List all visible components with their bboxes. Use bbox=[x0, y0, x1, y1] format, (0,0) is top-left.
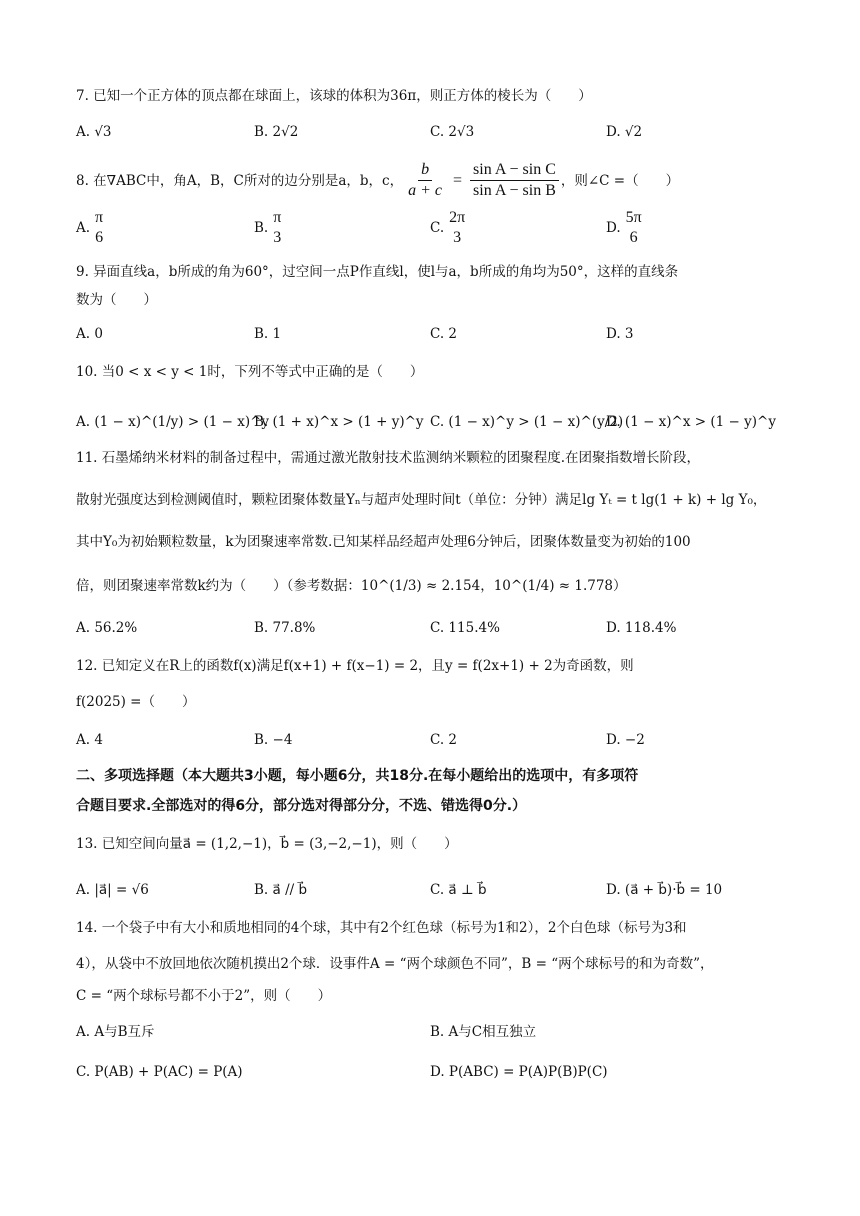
question-13-option-a: A. |a⃗| = √6 bbox=[76, 882, 149, 898]
question-11-option-c: C. 115.4% bbox=[430, 620, 500, 636]
question-13-option-d: D. (a⃗ + b⃗)·b⃗ = 10 bbox=[606, 882, 723, 898]
question-9-option-b: B. 1 bbox=[254, 326, 282, 342]
option-fraction bbox=[270, 208, 284, 248]
question-13-stem: 13. 已知空间向量a⃗ = (1,2,−1)，b⃗ = (3,−2,−1)，则（ ） bbox=[76, 836, 458, 852]
question-11-option-a: A. 56.2% bbox=[76, 620, 138, 636]
question-8-option-b bbox=[254, 208, 286, 248]
question-13-option-c: C. a⃗ ⊥ b⃗ bbox=[430, 882, 487, 898]
option-label: A. bbox=[76, 220, 91, 236]
option-fraction-numerator: 2π bbox=[449, 209, 466, 226]
question-7-option-a: A. √3 bbox=[76, 124, 112, 140]
question-12-option-d: D. −2 bbox=[606, 732, 645, 748]
option-label: B. bbox=[254, 220, 269, 236]
question-7-option-c: C. 2√3 bbox=[430, 124, 475, 140]
question-9-option-c: C. 2 bbox=[430, 326, 458, 342]
question-14-line-1: 14. 一个袋子中有大小和质地相同的4个球，其中有2个红色球（标号为1和2），2个白色球（标号为3和 bbox=[76, 920, 687, 936]
question-13-option-b: B. a⃗ // b⃗ bbox=[254, 882, 308, 898]
question-12-option-b: B. −4 bbox=[254, 732, 293, 748]
question-10-option-a: A. (1 − x)^(1/y) > (1 − x)^y bbox=[76, 414, 270, 430]
option-fraction-numerator: π bbox=[273, 209, 282, 226]
option-fraction-denominator: 3 bbox=[273, 229, 282, 246]
question-8-stem-suffix: ，则∠C =（ ） bbox=[560, 172, 680, 189]
option-fraction-denominator: 3 bbox=[453, 229, 462, 246]
question-11-line-2: 散射光强度达到检测阈值时，颗粒团聚体数量Yₙ与超声处理时间t（单位：分钟）满足lg Yₜ = t lg(1 + k) + lg Y₀， bbox=[76, 492, 767, 508]
option-fraction bbox=[92, 208, 106, 248]
question-12-line-2: f(2025) =（ ） bbox=[76, 694, 196, 710]
question-11-option-b: B. 77.8% bbox=[254, 620, 316, 636]
question-8-fraction-2-numerator: sin A − sin C bbox=[470, 160, 559, 181]
question-7-option-d: D. √2 bbox=[606, 124, 643, 140]
question-12-option-a: A. 4 bbox=[76, 732, 103, 748]
question-9-option-d: D. 3 bbox=[606, 326, 634, 342]
question-14-line-3: C = “两个球标号都不小于2”，则（ ） bbox=[76, 988, 332, 1004]
question-10-option-b: B. (1 + x)^x > (1 + y)^y bbox=[254, 414, 424, 430]
question-12-option-c: C. 2 bbox=[430, 732, 458, 748]
question-11-line-4: 倍，则团聚速率常数k约为（ ）（参考数据：10^(1/3) ≈ 2.154，10^(1/4) ≈ 1.778） bbox=[76, 578, 627, 594]
option-fraction-denominator: 6 bbox=[629, 229, 638, 246]
option-fraction-numerator: π bbox=[95, 209, 104, 226]
question-9-line-2: 数为（ ） bbox=[76, 292, 157, 308]
option-fraction bbox=[446, 208, 468, 248]
question-8-fraction-2-denominator: sin A − sin B bbox=[473, 182, 556, 199]
question-11-line-3: 其中Y₀为初始颗粒数量，k为团聚速率常数.已知某样品经超声处理6分钟后，团聚体数量变为初始的100 bbox=[76, 534, 691, 550]
question-8-fraction-1-numerator: b bbox=[418, 160, 432, 181]
question-8-fraction-1-denominator: a + c bbox=[408, 182, 443, 199]
option-label: D. bbox=[606, 220, 621, 236]
question-11-line-1: 11. 石墨烯纳米材料的制备过程中，需通过激光散射技术监测纳米颗粒的团聚程度.在团聚指数增长阶段， bbox=[76, 450, 701, 466]
question-10-option-c: C. (1 − x)^y > (1 − x)^(y/2) bbox=[430, 414, 624, 430]
question-8-equals: = bbox=[453, 171, 463, 189]
question-10-option-d: D. (1 − x)^x > (1 − y)^y bbox=[606, 414, 776, 430]
question-8-option-c bbox=[430, 208, 470, 248]
question-14-option-d: D. P(ABC) = P(A)P(B)P(C) bbox=[430, 1064, 608, 1080]
question-8-option-d bbox=[606, 208, 647, 248]
question-7-option-b: B. 2√2 bbox=[254, 124, 299, 140]
question-14-option-a: A. A与B互斥 bbox=[76, 1024, 155, 1040]
section-2-heading-line-1: 二、多项选择题（本大题共3小题，每小题6分，共18分.在每小题给出的选项中，有多项符 bbox=[76, 768, 639, 784]
option-fraction-numerator: 5π bbox=[625, 209, 642, 226]
question-8-option-a bbox=[76, 208, 108, 248]
option-fraction-denominator: 6 bbox=[95, 229, 104, 246]
question-9-option-a: A. 0 bbox=[76, 326, 103, 342]
question-11-option-d: D. 118.4% bbox=[606, 620, 677, 636]
question-7-stem: 7. 已知一个正方体的顶点都在球面上，该球的体积为36π，则正方体的棱长为（ ） bbox=[76, 88, 592, 104]
question-8-fraction-2 bbox=[470, 160, 559, 201]
option-label: C. bbox=[430, 220, 445, 236]
question-14-option-c: C. P(AB) + P(AC) = P(A) bbox=[76, 1064, 243, 1080]
question-10-stem: 10. 当0 < x < y < 1时，下列不等式中正确的是（ ） bbox=[76, 364, 424, 380]
question-8-stem bbox=[76, 160, 679, 201]
section-2-heading-line-2: 合题目要求.全部选对的得6分，部分选对得部分分，不选、错选得0分.） bbox=[76, 798, 527, 814]
option-fraction bbox=[623, 208, 645, 248]
question-9-line-1: 9. 异面直线a，b所成的角为60°，过空间一点P作直线l，使l与a，b所成的角均为50°，这样的直线条 bbox=[76, 264, 679, 280]
question-8-fraction-1 bbox=[405, 160, 445, 201]
question-14-option-b: B. A与C相互独立 bbox=[430, 1024, 537, 1040]
question-8-stem-prefix: 8. 在∇ABC中，角A，B，C所对的边分别是a，b，c， bbox=[76, 172, 404, 189]
question-14-line-2: 4），从袋中不放回地依次随机摸出2个球．设事件A = “两个球颜色不同”，B = “两个球标号的和为奇数”， bbox=[76, 956, 714, 972]
question-12-line-1: 12. 已知定义在R上的函数f(x)满足f(x+1) + f(x−1) = 2，且y = f(2x+1) + 2为奇函数，则 bbox=[76, 658, 634, 674]
